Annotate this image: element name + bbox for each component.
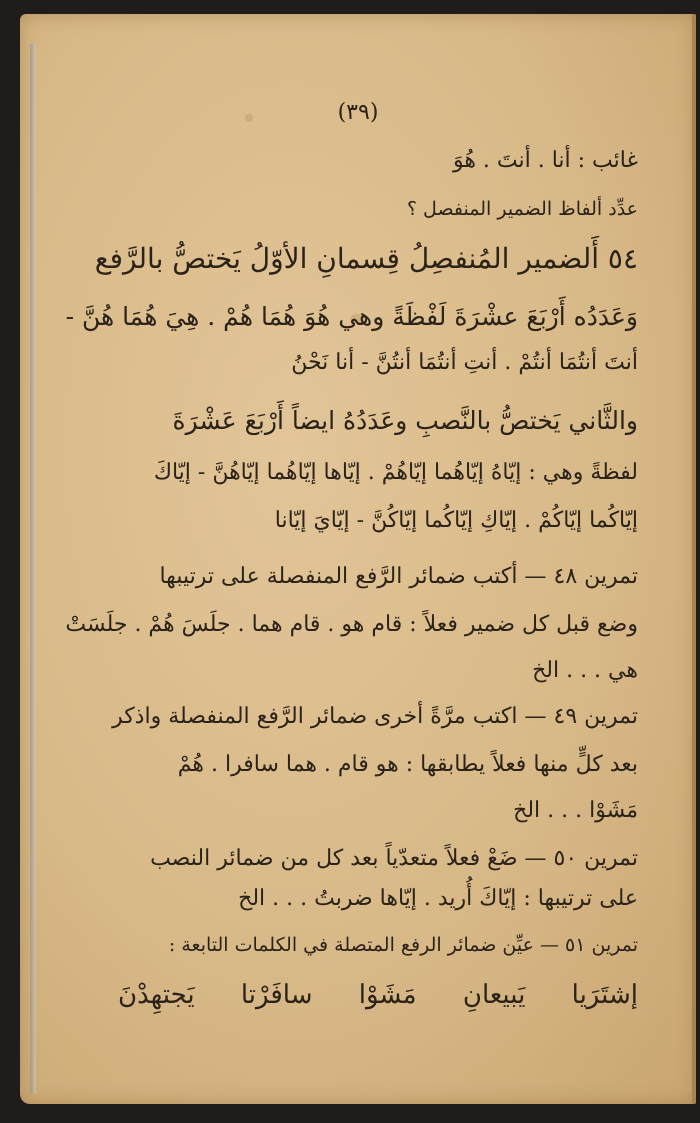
page-right-edge	[692, 14, 696, 1104]
exercise-51-title: تمرين ٥١ — عيِّن ضمائر الرفع المتصلة في الكلمات التابعة :	[168, 934, 638, 956]
exercise-49-title: تمرين ٤٩ — اكتب مرَّةً أخرى ضمائر الرَّفع المنفصلة واذكر	[112, 704, 638, 729]
word-item: مَشَوْا	[358, 980, 417, 1010]
page-spine-edge	[30, 44, 36, 1094]
text-line-10: وضع قبل كل ضمير فعلاً : قام هو . قام هما . جلَسَ هُمْ . جلَسَتْ	[65, 612, 638, 637]
text-line-4: وَعَدَدُه أَرْبَعَ عشْرَةَ لَفْظَةً وهي هُوَ هُمَا هُمْ . هِيَ هُمَا هُنَّ -	[65, 302, 638, 331]
word-item: يَجتهِدْنَ	[118, 980, 195, 1010]
exercise-50-title: تمرين ٥٠ — ضَعْ فعلاً متعدّياً بعد كل من ضمائر النصب	[150, 846, 638, 871]
section-54-heading: ٥٤ أَلضمير المُنفصِلُ قِسمانِ الأوّلُ يَختصُّ بالرَّفع	[94, 242, 638, 275]
text-line-8: إيّاكُما إيّاكُمْ . إيّاكِ إيّاكُما إيّاكُنَّ - إيّايَ إيّانا	[274, 508, 638, 533]
exercise-51-word-list	[118, 980, 638, 1010]
text-line-7: لفظةً وهي : إيّاهُ إيّاهُما إيّاهُمْ . إيّاها إيّاهُما إيّاهُنَّ - إيّاكَ	[153, 460, 638, 485]
exercise-48-title: تمرين ٤٨ — أكتب ضمائر الرَّفع المنفصلة على ترتيبها	[159, 564, 638, 589]
text-line-1: غائب : أنا . أنتَ . هُوَ	[452, 148, 638, 173]
text-line-6: والثَّاني يَختصُّ بالنَّصبِ وعَدَدُهُ ايضاً أَرْبَعَ عَشْرَةَ	[172, 406, 638, 435]
text-line-13: بعد كلٍّ منها فعلاً يطابقها : هو قام . هما سافرا . هُمْ	[177, 752, 638, 777]
text-line-11: هي . . . الخ	[532, 658, 638, 683]
page-number: (٣٩)	[337, 100, 379, 125]
book-page	[20, 14, 696, 1104]
text-line-14: مَشَوْا . . . الخ	[513, 798, 638, 823]
text-line-16: على ترتيبها : إيّاكَ أُريد . إيّاها ضربتُ . . . الخ	[238, 886, 638, 911]
text-line-5: أنتَ أنتُمَا أنتُمْ . أنتِ أنتُمَا أنتُنَّ - أنا نَحْنُ	[291, 350, 638, 375]
word-item: يَبيعانِ	[462, 980, 526, 1010]
text-line-2: عدِّد ألفاظ الضمير المنفصل ؟	[406, 198, 638, 220]
word-item: إشتَرَيا	[571, 980, 638, 1010]
word-item: سافَرْتا	[240, 980, 313, 1010]
